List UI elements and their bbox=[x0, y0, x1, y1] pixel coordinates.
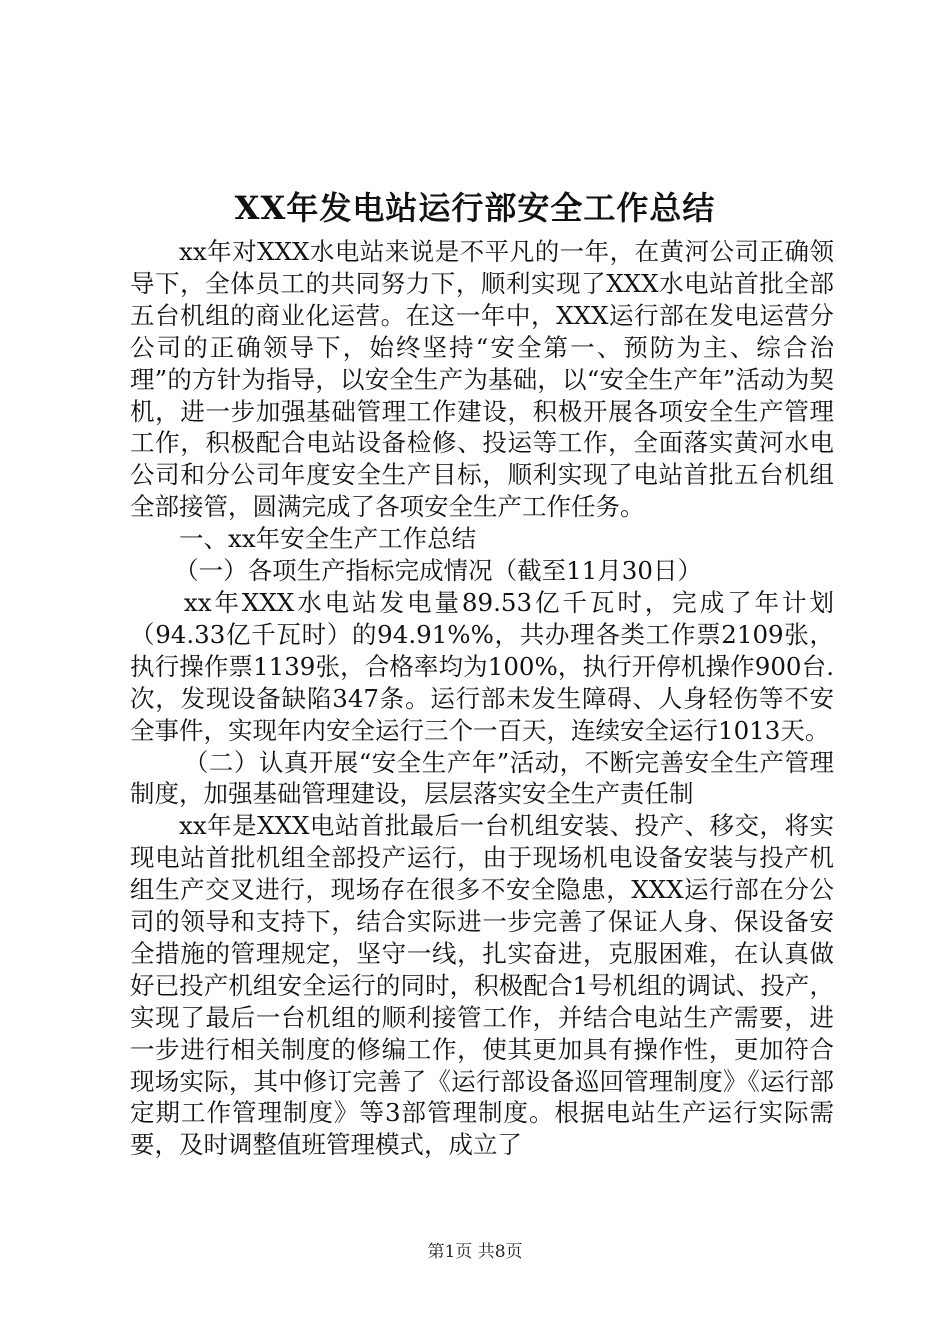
subsection-heading-2: （二）认真开展“安全生产年”活动，不断完善安全生产管理制度，加强基础管理建设，层层落实安全生产责任制 bbox=[130, 747, 834, 809]
paragraph-intro: xx年对XXX水电站来说是不平凡的一年，在黄河公司正确领导下，全体员工的共同努力下，顺利实现了XXX水电站首批全部五台机组的商业化运营。在这一年中，XXX运行部在发电运营分公司的正确领导下，始终坚持“安全第一、预防为主、综合治理”的方针为指导，以安全生产为基础，以“安全生产年”活动为契机，进一步加强基础管理工作建设，积极开展各项安全生产管理工作，积极配合电站设备检修、投运等工作，全面落实黄河水电公司和分公司年度安全生产目标，顺利实现了电站首批五台机组全部接管，圆满完成了各项安全生产工作任务。 bbox=[130, 237, 834, 522]
document-body bbox=[130, 236, 834, 1161]
subsection-heading-1: （一）各项生产指标完成情况（截至11月30日） bbox=[174, 556, 702, 586]
paragraph-safety-management: xx年是XXX电站首批最后一台机组安装、投产、移交，将实现电站首批机组全部投产运行，由于现场机电设备安装与投产机组生产交叉进行，现场存在很多不安全隐患，XXX运行部在分公司的领导和支持下，结合实际进一步完善了保证人身、保设备安全措施的管理规定，坚守一线，扎实奋进，克服困难，在认真做好已投产机组安全运行的同时，积极配合1号机组的调试、投产，实现了最后一台机组的顺利接管工作，并结合电站生产需要，进一步进行相关制度的修编工作，使其更加具有操作性，更加符合现场实际，其中修订完善了《运行部设备巡回管理制度》《运行部定期工作管理制度》等3部管理制度。根据电站生产运行实际需要，及时调整值班管理模式，成立了 bbox=[130, 811, 834, 1160]
document-title: XX年发电站运行部安全工作总结 bbox=[234, 189, 716, 227]
paragraph-indicators: xx年XXX水电站发电量89.53亿千瓦时，完成了年计划（94.33亿千瓦时）的94.91%%，共办理各类工作票2109张，执行操作票1139张，合格率均为100%，执行开停机操作900台.次，发现设备缺陷347条。运行部未发生障碍、人身轻伤等不安全事件，实现年内安全运行三个一百天，连续安全运行1013天。 bbox=[130, 587, 834, 745]
page-footer: 第1页 共8页 bbox=[427, 1242, 523, 1262]
section-heading-1: 一、xx年安全生产工作总结 bbox=[179, 524, 477, 554]
